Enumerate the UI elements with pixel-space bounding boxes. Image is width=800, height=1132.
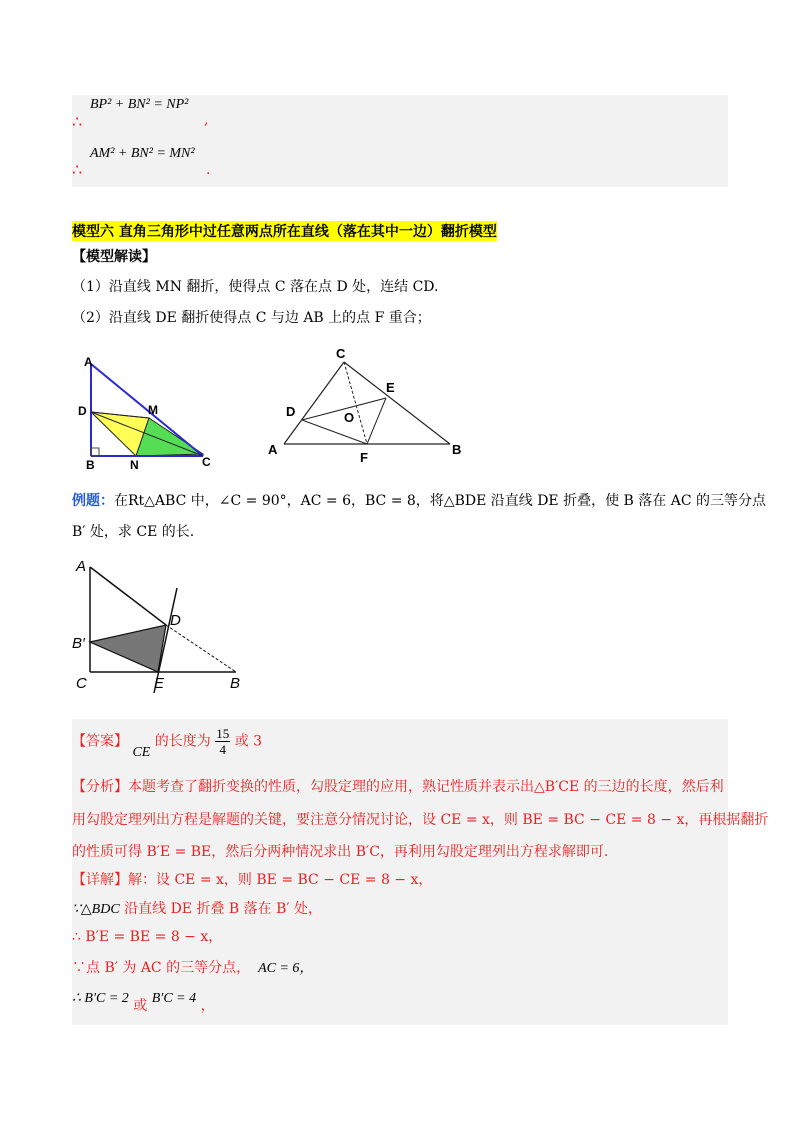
segment-ad bbox=[90, 567, 166, 625]
detail-text-1: 解：设 CE = x，则 BE = BC − CE = 8 − x， bbox=[128, 872, 433, 888]
figure-1-fold-mn bbox=[78, 352, 228, 472]
segment-cf-dashed bbox=[344, 362, 367, 444]
segment-db-dashed bbox=[166, 625, 236, 672]
label-d: D bbox=[170, 612, 181, 629]
detail-tag: 【详解】 bbox=[72, 872, 128, 888]
punctuation: . bbox=[206, 162, 211, 178]
figure-2-fold-de bbox=[262, 344, 472, 470]
answer-line bbox=[72, 726, 263, 760]
right-angle-mark bbox=[91, 448, 99, 456]
analysis-line-1 bbox=[72, 776, 724, 796]
label-a: A bbox=[76, 558, 87, 575]
label-c: C bbox=[336, 346, 346, 361]
section-subtitle: 【模型解读】 bbox=[72, 249, 156, 265]
therefore-symbol: ∴ bbox=[72, 112, 83, 131]
therefore-symbol: ∴ bbox=[72, 160, 83, 179]
example-label: 例题： bbox=[72, 493, 114, 509]
model-item-1: （1）沿直线 MN 翻折，使得点 C 落在点 D 处，连结 CD. bbox=[72, 279, 439, 295]
detail-line-2 bbox=[72, 898, 322, 918]
equation-am-bn-mn: AM² + BN² = MN² bbox=[90, 146, 195, 161]
detail-ac-eq: AC = 6， bbox=[258, 961, 314, 976]
detail-text-2: 沿直线 DE 折叠 B 落在 B′ 处， bbox=[119, 901, 323, 917]
detail-bc-2: ∴ B′C = 2 bbox=[72, 991, 129, 1006]
detail-line-1 bbox=[72, 869, 432, 889]
example-line-2: B′ 处，求 CE 的长. bbox=[72, 524, 195, 540]
detail-triangle-bdc: ∵△BDC bbox=[72, 902, 120, 917]
segment-df bbox=[302, 420, 367, 444]
label-b: B bbox=[452, 442, 462, 457]
analysis-line-2: 用勾股定理列出方程是解题的关键，要注意分情况讨论，设 CE = x，则 BE = BC − CE = 8 − x，再根据翻折 bbox=[72, 812, 769, 828]
answer-fraction bbox=[215, 726, 230, 757]
analysis-line-3: 的性质可得 B′E = BE，然后分两种情况求出 B′C，再利用勾股定理列出方程求解即可. bbox=[72, 844, 609, 860]
detail-comma: ， bbox=[200, 998, 215, 1014]
label-c: C bbox=[76, 675, 87, 692]
example-text-1: 在Rt△ABC 中，∠C = 90°，AC = 6，BC = 8，将△BDE 沿直线 DE 折叠，使 B 落在 AC 的三等分点 bbox=[114, 493, 767, 509]
label-e: E bbox=[154, 675, 165, 692]
section-title: 模型六 直角三角形中过任意两点所在直线（落在其中一边）翻折模型 bbox=[72, 221, 497, 241]
label-o: O bbox=[344, 410, 355, 425]
label-e: E bbox=[386, 380, 395, 395]
model-item-2: （2）沿直线 DE 翻折使得点 C 与边 AB 上的点 F 重合； bbox=[72, 310, 431, 326]
example-line-1 bbox=[72, 490, 766, 510]
answer-tail: 或 3 bbox=[234, 733, 263, 750]
answer-tag: 【答案】 bbox=[72, 733, 128, 750]
fraction-numerator: 15 bbox=[216, 726, 230, 741]
label-b: B bbox=[86, 458, 95, 472]
detail-or: 或 bbox=[133, 998, 148, 1014]
detail-line-4 bbox=[72, 957, 313, 977]
segment-ef bbox=[367, 398, 386, 444]
equation-bp-bn-np: BP² + BN² = NP² bbox=[90, 97, 189, 112]
label-c: C bbox=[202, 455, 211, 469]
label-a: A bbox=[84, 355, 93, 369]
label-b: B bbox=[230, 675, 241, 692]
analysis-tag: 【分析】 bbox=[72, 779, 128, 795]
label-m: M bbox=[148, 403, 158, 417]
detail-line-3: ∴ B′E = BE = 8 − x， bbox=[72, 929, 223, 945]
label-d: D bbox=[286, 404, 296, 419]
label-d: D bbox=[78, 404, 87, 418]
answer-text: 的长度为 bbox=[154, 733, 211, 750]
folded-triangle-shaded bbox=[90, 625, 166, 672]
detail-text-4a: ∵点 B′ 为 AC 的三等分点， bbox=[72, 960, 251, 976]
fraction-denominator: 4 bbox=[219, 742, 226, 757]
segment-bc bbox=[344, 362, 450, 444]
punctuation: , bbox=[204, 112, 209, 128]
detail-bc-4: B′C = 4 bbox=[151, 991, 197, 1006]
answer-ce: CE bbox=[132, 744, 151, 760]
label-n: N bbox=[130, 458, 139, 472]
analysis-text-1: 本题考查了翻折变换的性质，勾股定理的应用，熟记性质并表示出△B′CE 的三边的长度，然后利 bbox=[128, 779, 724, 795]
label-bprime: B′ bbox=[72, 635, 85, 652]
figure-3-example bbox=[70, 555, 260, 695]
label-f: F bbox=[360, 450, 368, 465]
label-a: A bbox=[268, 442, 278, 457]
detail-line-5 bbox=[72, 987, 215, 1014]
